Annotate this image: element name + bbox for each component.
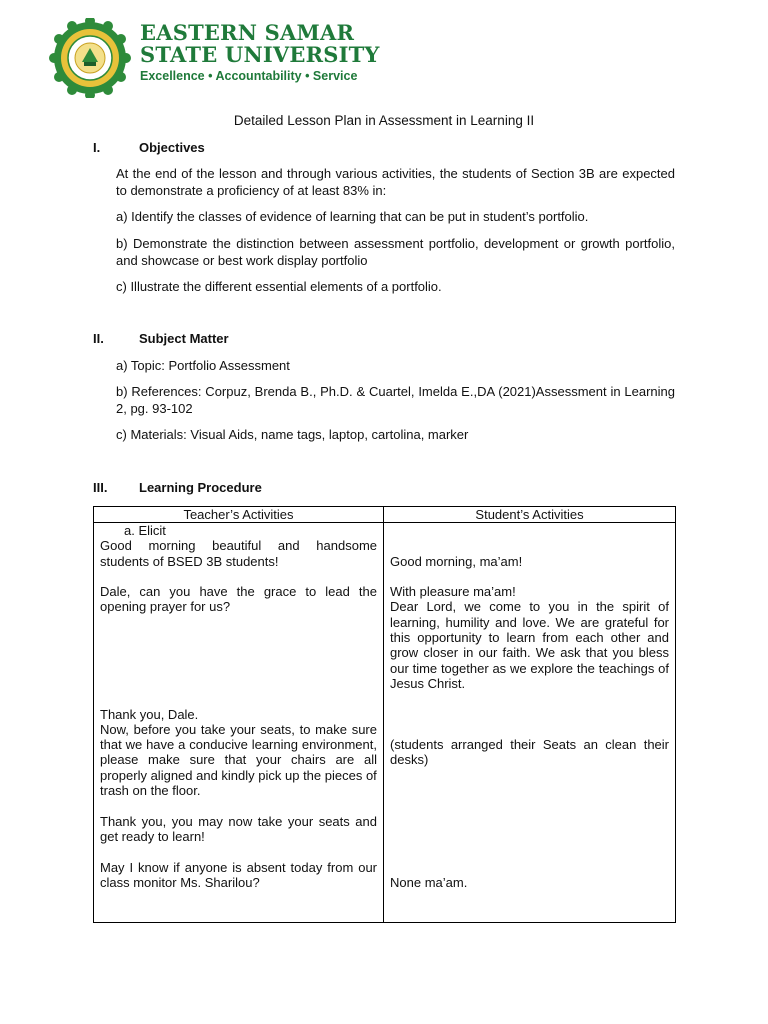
teacher-seats-instruction: Now, before you take your seats, to make sure that we have a conducive learning environment, please make sure that your chairs are all properly aligned and kindly pick up the pieces of (100, 721, 377, 783)
subject-references: b) References: Corpuz, Brenda B., Ph.D. & Cuartel, Imelda E.,DA (2021)Assessment in Learning 2, pg. 93-102 (116, 384, 675, 416)
column-header-student: Student’s Activities (384, 507, 676, 523)
column-header-teacher: Teacher’s Activities (94, 507, 384, 523)
objective-item: a) Identify the classes of evidence of learning that can be put in student’s portfolio. (116, 209, 589, 224)
student-pleasure: With pleasure ma’am! (390, 584, 516, 600)
document-title: Detailed Lesson Plan in Assessment in Learning II (233, 113, 535, 128)
table-row (94, 523, 676, 923)
table-header-row (94, 507, 676, 523)
section-number: III. (93, 480, 108, 495)
objectives-intro: At the end of the lesson and through various activities, the students of Section 3B are expected to demonstrate a proficiency of at least 83% in: (116, 166, 675, 198)
student-arrange: (students arranged their Seats an clean their desks) (390, 737, 669, 768)
teacher-activities-cell (94, 523, 384, 923)
teacher-absent-question: May I know if anyone is absent today from our class monitor Ms. Sharilou? (100, 859, 377, 890)
section-title: Subject Matter (139, 331, 229, 346)
subject-topic: a) Topic: Portfolio Assessment (116, 358, 290, 373)
section-title: Objectives (139, 140, 205, 155)
teacher-greeting: Good morning beautiful and handsome students of BSED 3B students! (100, 538, 377, 569)
letterhead (48, 18, 380, 100)
university-name-block (140, 22, 380, 83)
section-number: I. (93, 140, 101, 155)
student-greeting-reply: Good morning, ma’am! (390, 553, 523, 569)
university-motto: Excellence • Accountability • Service (140, 69, 358, 83)
section-heading-procedure (93, 480, 262, 495)
teacher-ready: Thank you, you may now take your seats and get ready to learn! (100, 813, 377, 844)
teacher-thanks-dale: Thank you, Dale. (100, 706, 199, 722)
student-prayer: Dear Lord, we come to you in the spirit of learning, humility and love. We are grateful for this opportunity to learn from each other and grow closer in our faith. We ask that you bless our time together as we explore the teachings of Jesus Christ. (390, 599, 669, 691)
procedure-table (93, 506, 676, 923)
university-seal-icon (48, 18, 132, 98)
section-heading-objectives (93, 140, 205, 155)
objective-item: c) Illustrate the different essential elements of a portfolio. (116, 279, 442, 294)
section-title: Learning Procedure (139, 480, 262, 495)
university-name-line2: STATE UNIVERSITY (140, 42, 380, 67)
student-none: None ma’am. (390, 874, 468, 890)
elicit-label: a. Elicit (124, 523, 166, 538)
university-name-line1: EASTERN SAMAR (140, 20, 355, 45)
objective-item: b) Demonstrate the distinction between assessment portfolio, development or growth portfolio, and showcase or best work display portfolio (116, 236, 675, 268)
section-number: II. (93, 331, 104, 346)
section-heading-subject-matter (93, 331, 229, 346)
student-activities-cell (384, 523, 676, 923)
teacher-trash: trash on the floor. (100, 783, 201, 799)
teacher-prayer-request: Dale, can you have the grace to lead the opening prayer for us? (100, 584, 377, 615)
subject-materials: c) Materials: Visual Aids, name tags, laptop, cartolina, marker (116, 427, 469, 442)
